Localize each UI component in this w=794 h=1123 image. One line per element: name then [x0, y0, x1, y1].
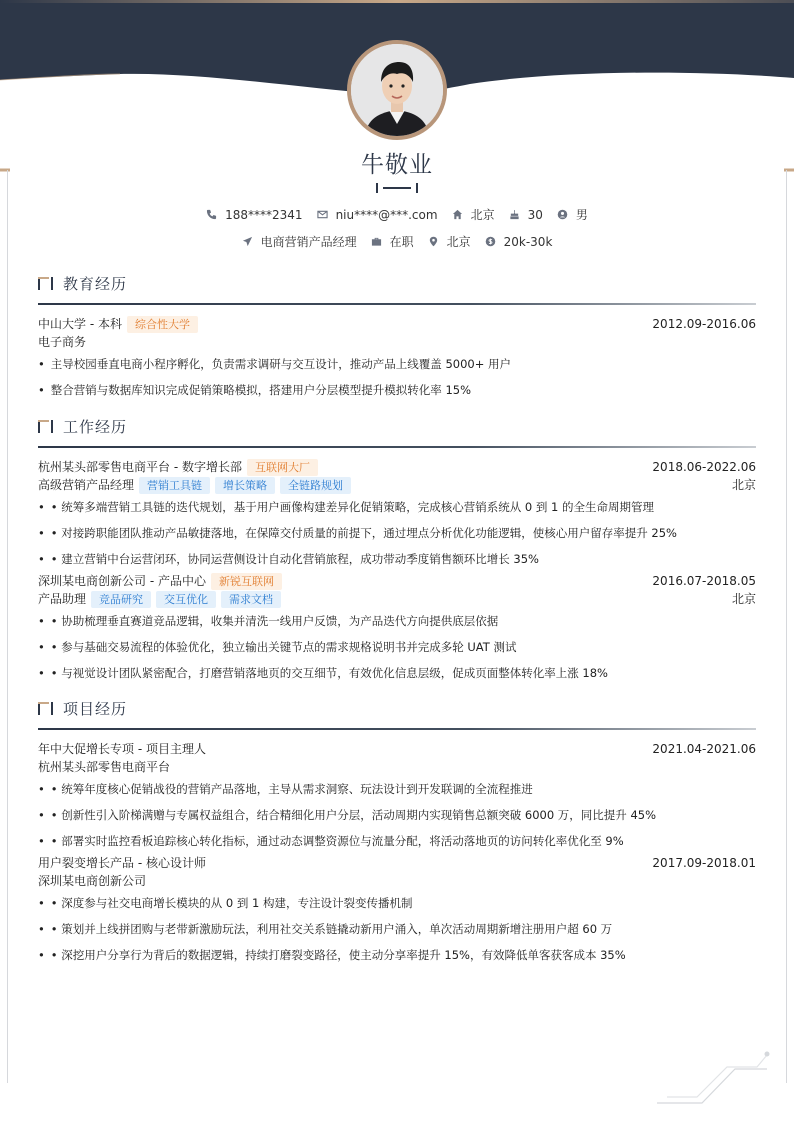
company-tag: 互联网大厂 — [247, 459, 318, 476]
city-text: 北京 — [470, 208, 495, 222]
list-item: • • 统筹多端营销工具链的迭代规划，基于用户画像构建差异化促销策略，完成核心营销系统从 0 到 1 的全生命周期管理 — [38, 500, 654, 514]
candidate-name: 牛敬业 — [361, 152, 433, 178]
list-item: • • 建立营销中台运营闭环，协同运营侧设计自动化营销旅程，成功带动季度销售额环比增长 35% — [38, 552, 539, 566]
work-bullets — [38, 494, 756, 572]
phone-item — [206, 208, 302, 222]
skill-tag: 竞品研究 — [91, 591, 151, 608]
list-item: • • 深度参与社交电商增长模块的从 0 到 1 构建，专注设计裂变传播机制 — [38, 896, 413, 910]
list-item: • • 协助梳理垂直赛道竞品逻辑，收集并清洗一线用户反馈，为产品迭代方向提供底层依据 — [38, 614, 499, 628]
list-item: • • 部署实时监控看板追踪核心转化指标，通过动态调整资源位与流量分配，将活动落地页的访问转化率优化至 9% — [38, 834, 624, 848]
education-date: 2012.09-2016.06 — [652, 317, 756, 331]
avatar-portrait — [351, 44, 443, 136]
age-text: 30 — [527, 207, 543, 222]
company-name: 深圳某电商创新公司 - 产品中心 — [38, 574, 206, 588]
section-divider — [38, 446, 756, 448]
major: 电子商务 — [38, 335, 87, 349]
city-item — [452, 206, 495, 223]
list-item: • • 创新性引入阶梯满赠与专属权益组合，结合精细化用户分层，活动周期内实现销售总额突破 6000 万，同比提升 45% — [38, 808, 657, 822]
cake-icon — [509, 209, 520, 220]
section-divider — [38, 728, 756, 730]
job-target-text: 电商营销产品经理 — [260, 235, 357, 249]
mail-icon — [317, 209, 328, 220]
phone-text: 188****2341 — [225, 207, 303, 222]
skill-tag: 营销工具链 — [139, 477, 210, 494]
project-name: 年中大促增长专项 - 项目主理人 — [38, 742, 206, 756]
project-name: 用户裂变增长产品 - 核心设计师 — [38, 856, 206, 870]
job-title: 高级营销产品经理 — [38, 478, 135, 492]
projects-section — [38, 696, 756, 968]
phone-icon — [206, 209, 217, 220]
user-icon — [557, 209, 568, 220]
corner-decoration — [657, 1047, 772, 1105]
section-divider — [38, 303, 756, 305]
company-tag: 新锐互联网 — [211, 573, 282, 590]
project-bullets — [38, 890, 756, 968]
project-entry — [38, 740, 756, 854]
education-bullets — [38, 351, 756, 403]
send-icon — [242, 236, 253, 247]
skill-tag: 增长策略 — [215, 477, 275, 494]
work-bullets — [38, 608, 756, 686]
location-pin-icon — [428, 236, 439, 247]
gender-text: 男 — [575, 208, 588, 222]
list-item: • • 策划并上线拼团购与老带新激励玩法，利用社交关系链撬动新用户涌入，单次活动周期新增注册用户超 60 万 — [38, 922, 613, 936]
job-intent-row — [0, 233, 794, 250]
section-bracket-icon — [38, 419, 54, 433]
briefcase-icon — [371, 236, 382, 247]
list-item: • • 统筹年度核心促销战役的营销产品落地，主导从需求洞察、玩法设计到开发联调的全流程推进 — [38, 782, 533, 796]
work-header — [38, 414, 756, 438]
skill-tag: 全链路规划 — [280, 477, 351, 494]
list-item: • 主导校园垂直电商小程序孵化，负责需求调研与交互设计，推动产品上线覆盖 5000+ 用户 — [38, 357, 512, 371]
skill-tag: 交互优化 — [156, 591, 216, 608]
project-entry — [38, 854, 756, 968]
email-text: niu****@***.com — [335, 207, 438, 222]
age-item — [509, 208, 543, 222]
work-location: 北京 — [731, 478, 756, 492]
status-item — [371, 233, 414, 250]
list-item: • • 与视觉设计团队紧密配合，打磨营销落地页的交互细节，有效优化信息层级，促成页面整体转化率上涨 18% — [38, 666, 608, 680]
section-bracket-icon — [38, 701, 54, 715]
education-entry — [38, 315, 756, 403]
money-icon — [485, 236, 496, 247]
work-date: 2016.07-2018.05 — [652, 574, 756, 588]
list-item: • • 对接跨职能团队推动产品敏捷落地，在保障交付质量的前提下，通过埋点分析优化功能逻辑，使核心用户留存率提升 25% — [38, 526, 677, 540]
section-title: 项目经历 — [63, 699, 128, 718]
avatar — [347, 40, 447, 140]
salary-text: 20k-30k — [503, 234, 553, 249]
section-bracket-icon — [38, 276, 54, 290]
company-name: 杭州某头部零售电商平台 - 数字增长部 — [38, 460, 242, 474]
project-org: 杭州某头部零售电商平台 — [38, 760, 171, 774]
list-item: • • 深挖用户分享行为背后的数据逻辑，持续打磨裂变路径，使主动分享率提升 15%，有效降低单客获客成本 35% — [38, 948, 626, 962]
school-tag: 综合性大学 — [127, 316, 198, 333]
education-section — [38, 271, 756, 403]
gender-item — [557, 206, 588, 223]
list-item: • 整合营销与数据库知识完成促销策略模拟，搭建用户分层模型提升模拟转化率 15% — [38, 383, 472, 397]
project-date: 2017.09-2018.01 — [652, 856, 756, 870]
project-date: 2021.04-2021.06 — [652, 742, 756, 756]
home-icon — [452, 209, 463, 220]
name-divider — [375, 183, 419, 193]
job-target-item — [242, 233, 357, 250]
target-city-item — [428, 233, 471, 250]
left-border-line — [7, 170, 8, 1083]
projects-header — [38, 696, 756, 720]
work-section — [38, 414, 756, 686]
list-item: • • 参与基础交易流程的体验优化，独立输出关键节点的需求规格说明书并完成多轮 UAT 测试 — [38, 640, 517, 654]
email-item — [317, 208, 438, 222]
contact-row — [0, 206, 794, 223]
section-title: 工作经历 — [63, 417, 128, 436]
salary-item — [485, 235, 553, 249]
status-text: 在职 — [389, 235, 414, 249]
work-location: 北京 — [731, 592, 756, 606]
project-org: 深圳某电商创新公司 — [38, 874, 147, 888]
work-entry — [38, 458, 756, 572]
work-date: 2018.06-2022.06 — [652, 460, 756, 474]
school-name: 中山大学 - 本科 — [38, 317, 122, 331]
target-city-text: 北京 — [446, 235, 471, 249]
job-title: 产品助理 — [38, 592, 87, 606]
project-bullets — [38, 776, 756, 854]
skill-tag: 需求文档 — [221, 591, 281, 608]
right-border-line — [786, 170, 787, 1083]
section-title: 教育经历 — [63, 274, 128, 293]
work-entry — [38, 572, 756, 686]
education-header — [38, 271, 756, 295]
